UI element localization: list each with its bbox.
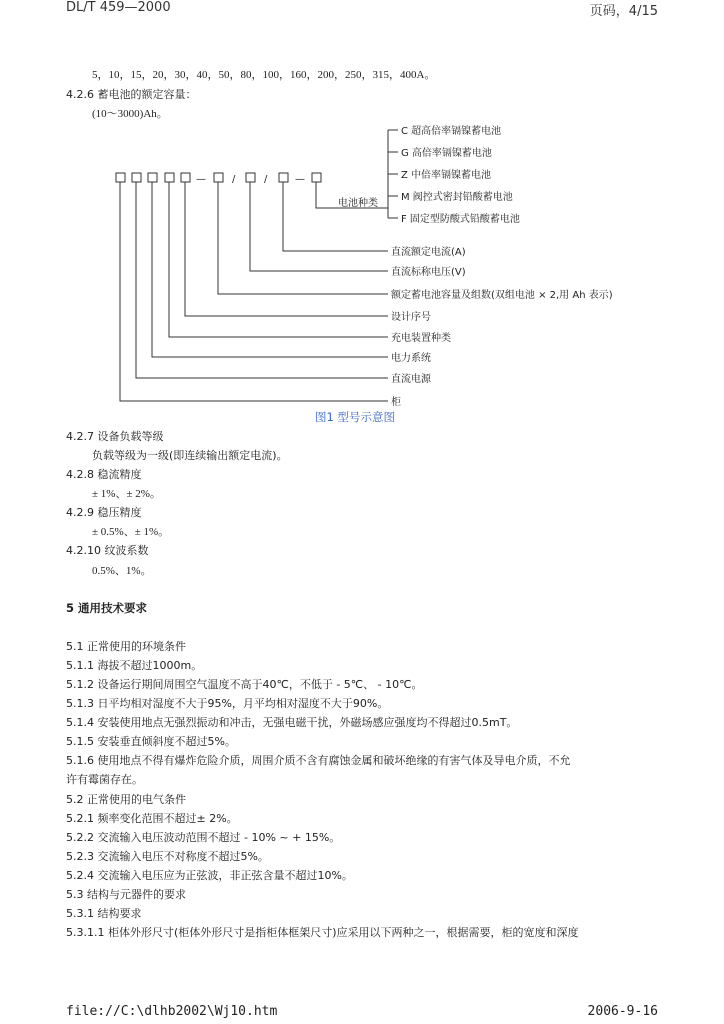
battery-type-item: F 固定型防酸式铅酸蓄电池 [401, 214, 520, 225]
code-box [181, 173, 190, 182]
clause-5-1-3: 5.1.3 日平均相对湿度不大于95%，月平均相对湿度不大于90%。 [66, 697, 389, 710]
clause-5-2-4: 5.2.4 交流输入电压应为正弦波，非正弦含量不超过10%。 [66, 869, 353, 882]
field-label: 直流电源 [391, 374, 431, 385]
battery-type-item: G 高倍率镉镍蓄电池 [401, 148, 492, 159]
field-label: 直流额定电流(A) [391, 247, 466, 258]
clause-5-3-1: 5.3.1 结构要求 [66, 907, 142, 920]
clause-4-2-8-text: ± 1%、± 2%。 [92, 488, 161, 500]
battery-type-item: Z 中倍率镉镍蓄电池 [401, 170, 492, 181]
section-5-heading: 5 通用技术要求 [66, 601, 148, 615]
battery-type-item: M 阀控式密封铅酸蓄电池 [401, 192, 513, 203]
clause-4-2-10-text: 0.5%、1%。 [92, 565, 152, 577]
clause-4-2-6: 4.2.6 蓄电池的额定容量： [66, 88, 197, 101]
clause-5-1: 5.1 正常使用的环境条件 [66, 640, 186, 653]
clause-5-2: 5.2 正常使用的电气条件 [66, 793, 186, 806]
code-separator: — [295, 174, 305, 185]
clause-4-2-6-value: (10～3000)Ah。 [92, 108, 168, 120]
page-indicator: 页码，4/15 [589, 4, 658, 19]
field-label: 设计序号 [391, 312, 431, 323]
clause-4-2-9-text: ± 0.5%、± 1%。 [92, 526, 170, 538]
battery-type-label: 电池种类 [338, 198, 378, 209]
clause-5-2-3: 5.2.3 交流输入电压不对称度不超过5%。 [66, 850, 269, 863]
code-separator: / [232, 174, 236, 185]
current-values: 5，10，15，20，30，40，50，80，100，160，200，250，315，400A。 [92, 69, 436, 81]
document-number: DL/T 459—2000 [66, 0, 171, 15]
field-label: 柜 [391, 397, 401, 408]
clause-5-3-1-1: 5.3.1.1 柜体外形尺寸(柜体外形尺寸是指柜体框架尺寸)应采用以下两种之一，根据需要，柜的宽度和深度 [66, 926, 579, 939]
clause-5-1-6-cont: 许有霉菌存在。 [66, 773, 143, 786]
print-date: 2006-9-16 [587, 1004, 658, 1019]
clause-4-2-9: 4.2.9 稳压精度 [66, 506, 142, 519]
clause-5-1-6: 5.1.6 使用地点不得有爆炸危险介质，周围介质不含有腐蚀金属和破坏绝缘的有害气体及导电介质，不允 [66, 754, 571, 767]
field-label: 直流标称电压(V) [391, 267, 466, 278]
clause-4-2-10: 4.2.10 纹波系数 [66, 544, 149, 557]
code-separator: / [264, 174, 268, 185]
code-separator: — [196, 174, 206, 185]
code-box [279, 173, 288, 182]
code-box [132, 173, 141, 182]
clause-5-2-2: 5.2.2 交流输入电压波动范围不超过 - 10% ~ + 15%。 [66, 831, 341, 844]
clause-4-2-7-text: 负载等级为一级(即连续输出额定电流)。 [92, 449, 288, 462]
clause-5-1-2: 5.1.2 设备运行期间周围空气温度不高于40℃，不低于 - 5℃、 - 10℃。 [66, 678, 423, 691]
file-path: file://C:\dlhb2002\Wj10.htm [66, 1004, 278, 1019]
clause-5-1-5: 5.1.5 安装垂直倾斜度不超过5%。 [66, 735, 236, 748]
code-box [116, 173, 125, 182]
code-box [214, 173, 223, 182]
clause-4-2-8: 4.2.8 稳流精度 [66, 468, 142, 481]
figure-caption: 图1 型号示意图 [315, 410, 395, 424]
code-box [148, 173, 157, 182]
clause-5-2-1: 5.2.1 频率变化范围不超过± 2%。 [66, 812, 238, 825]
clause-4-2-7: 4.2.7 设备负载等级 [66, 430, 164, 443]
clause-5-1-1: 5.1.1 海拔不超过1000m。 [66, 659, 203, 672]
battery-type-item: C 超高倍率镉镍蓄电池 [401, 126, 502, 137]
model-diagram [0, 120, 724, 430]
code-box [246, 173, 255, 182]
code-box [312, 173, 321, 182]
field-label: 额定蓄电池容量及组数(双组电池 × 2,用 Ah 表示) [391, 290, 613, 301]
clause-5-1-4: 5.1.4 安装使用地点无强烈振动和冲击，无强电磁干扰，外磁场感应强度均不得超过0.5mT。 [66, 716, 518, 729]
field-label: 充电装置种类 [391, 333, 451, 344]
code-box [165, 173, 174, 182]
clause-5-3: 5.3 结构与元器件的要求 [66, 888, 186, 901]
field-label: 电力系统 [391, 353, 431, 364]
